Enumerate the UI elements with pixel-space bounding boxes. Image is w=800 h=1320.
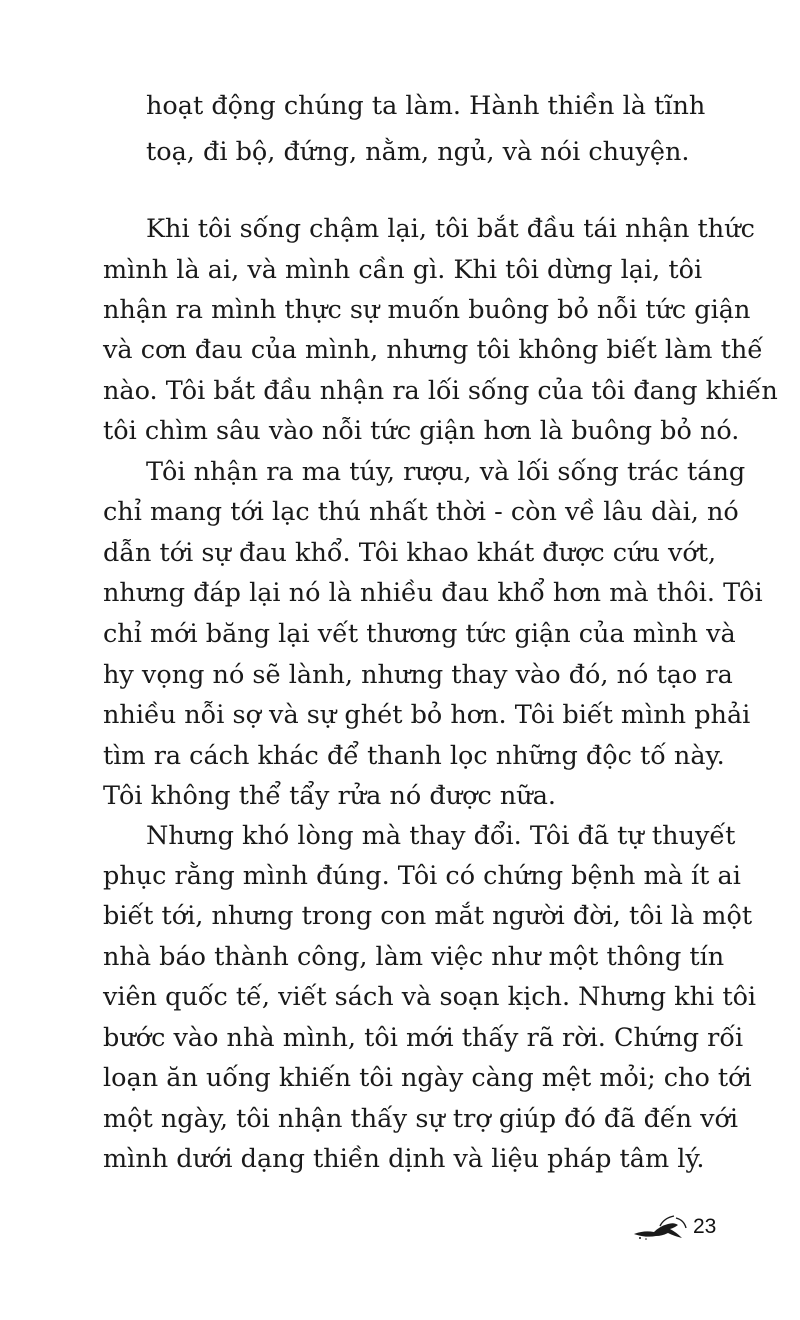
- text-line: Tôi không thể tẩy rửa nó được nữa.: [103, 781, 557, 811]
- text-line: tìm ra cách khác để thanh lọc những độc tố này.: [103, 741, 725, 771]
- text-line: toạ, đi bộ, đứng, nằm, ngủ, và nói chuyện.: [146, 137, 690, 167]
- text-line: biết tới, nhưng trong con mắt người đời, tôi là một: [103, 901, 753, 931]
- text-line: mình là ai, và mình cần gì. Khi tôi dừng lại, tôi: [103, 255, 703, 285]
- page-footer: [630, 1212, 740, 1242]
- page-number: 23: [693, 1215, 717, 1238]
- text-line: hy vọng nó sẽ lành, nhưng thay vào đó, nó tạo ra: [103, 660, 733, 690]
- text-line: mình dưới dạng thiền dịnh và liệu pháp tâm lý.: [103, 1144, 705, 1174]
- flourish-icon: [630, 1212, 690, 1242]
- text-line: chỉ mới băng lại vết thương tức giận của mình và: [103, 619, 736, 649]
- text-line: viên quốc tế, viết sách và soạn kịch. Nhưng khi tôi: [103, 982, 757, 1012]
- text-line: chỉ mang tới lạc thú nhất thời - còn về lâu dài, nó: [103, 497, 739, 527]
- text-line: hoạt động chúng ta làm. Hành thiền là tĩnh: [146, 91, 706, 121]
- text-line: dẫn tới sự đau khổ. Tôi khao khát được cứu vớt,: [103, 538, 717, 568]
- text-line: tôi chìm sâu vào nỗi tức giận hơn là buông bỏ nó.: [103, 416, 740, 446]
- text-line: nào. Tôi bắt đầu nhận ra lối sống của tôi đang khiến: [103, 376, 778, 406]
- text-line: bước vào nhà mình, tôi mới thấy rã rời. Chứng rối: [103, 1023, 744, 1053]
- text-line: nhà báo thành công, làm việc như một thông tín: [103, 942, 725, 972]
- text-line: nhiều nỗi sợ và sự ghét bỏ hơn. Tôi biết mình phải: [103, 700, 751, 730]
- text-line: Khi tôi sống chậm lại, tôi bắt đầu tái nhận thức: [146, 214, 755, 244]
- text-line: loạn ăn uống khiến tôi ngày càng mệt mỏi; cho tới: [103, 1063, 752, 1093]
- text-line: và cơn đau của mình, nhưng tôi không biết làm thế: [103, 335, 763, 365]
- text-line: Tôi nhận ra ma túy, rượu, và lối sống trác táng: [146, 457, 746, 487]
- text-line: nhận ra mình thực sự muốn buông bỏ nỗi tức giận: [103, 295, 751, 325]
- text-line: Nhưng khó lòng mà thay đổi. Tôi đã tự thuyết: [146, 821, 736, 851]
- text-line: một ngày, tôi nhận thấy sự trợ giúp đó đã đến với: [103, 1104, 739, 1134]
- text-line: nhưng đáp lại nó là nhiều đau khổ hơn mà thôi. Tôi: [103, 578, 763, 608]
- text-line: phục rằng mình đúng. Tôi có chứng bệnh mà ít ai: [103, 861, 741, 891]
